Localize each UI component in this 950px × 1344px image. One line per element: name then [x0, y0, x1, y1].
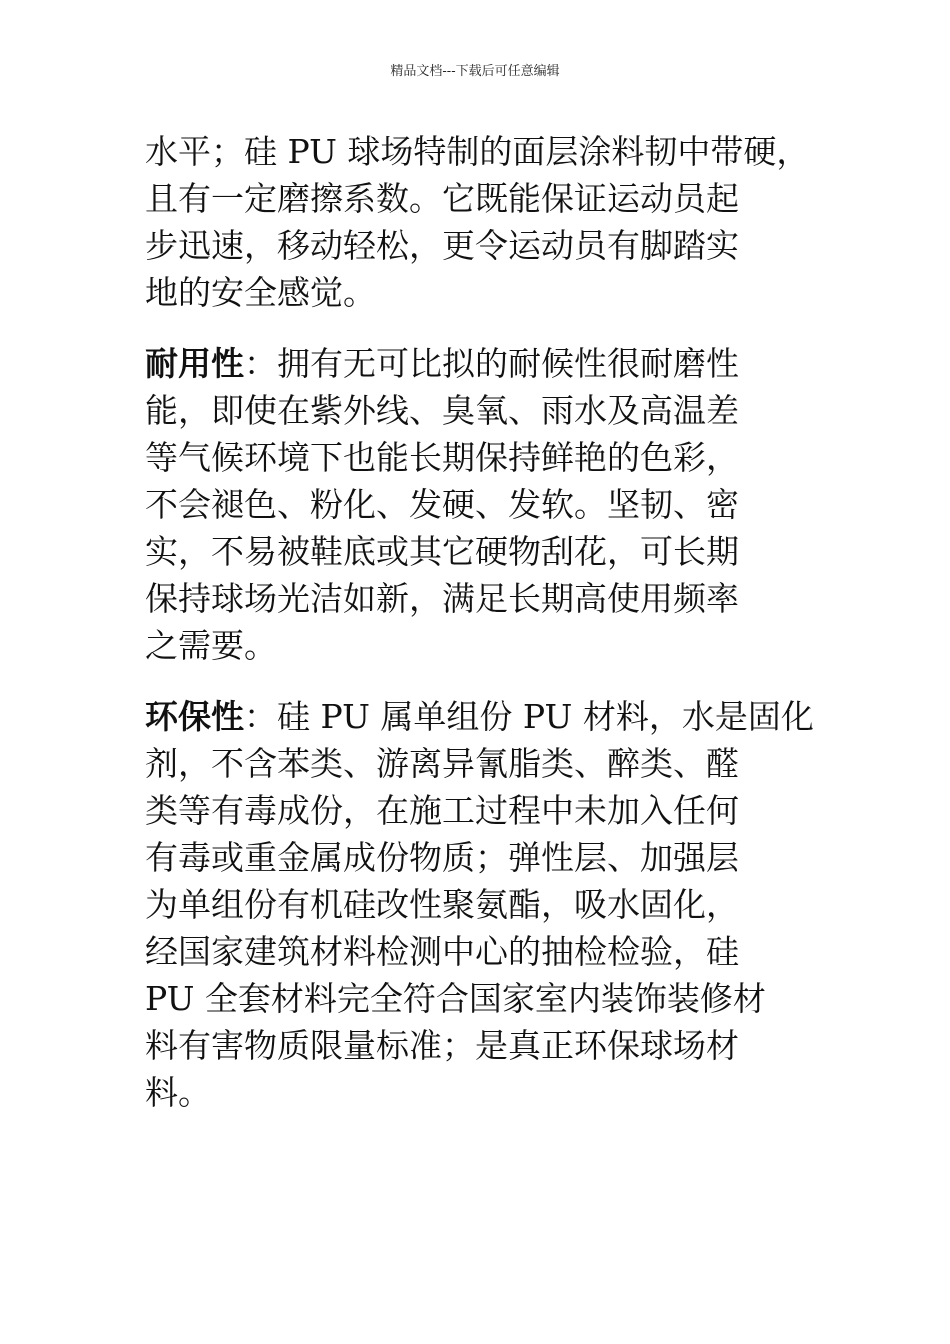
text-line: 实，不易被鞋底或其它硬物刮花，可长期 — [145, 532, 739, 571]
text-line: 为单组份有机硅改性聚氨酯，吸水固化， — [145, 885, 739, 924]
text-line: PU 全套材料完全符合国家室内装饰装修材 — [145, 979, 766, 1018]
paragraph-eco — [145, 693, 835, 1116]
eco-heading: 环保性 — [145, 697, 244, 736]
text-line: 地的安全感觉。 — [145, 273, 376, 312]
document-body — [145, 128, 835, 1116]
text-segment: ：硅 PU 属单组份 PU 材料，水是固化 — [244, 697, 814, 736]
text-line: 料。 — [145, 1073, 211, 1112]
text-line: 保持球场光洁如新，满足长期高使用频率 — [145, 579, 739, 618]
text-segment: ：拥有无可比拟的耐候性很耐磨性 — [244, 344, 739, 383]
page-header: 精品文档---下载后可任意编辑 — [390, 64, 560, 79]
paragraph-surface — [145, 128, 835, 316]
text-line — [145, 340, 835, 387]
text-line: 之需要。 — [145, 626, 277, 665]
text-line: 料有害物质限量标准；是真正环保球场材 — [145, 1026, 739, 1065]
text-line: 经国家建筑材料检测中心的抽检检验，硅 — [145, 932, 739, 971]
durability-heading: 耐用性 — [145, 344, 244, 383]
text-line: 能，即使在紫外线、臭氧、雨水及高温差 — [145, 391, 739, 430]
text-line: 且有一定磨擦系数。它既能保证运动员起 — [145, 179, 739, 218]
text-line: 有毒或重金属成份物质；弹性层、加强层 — [145, 838, 739, 877]
text-line: 水平；硅 PU 球场特制的面层涂料韧中带硬， — [145, 132, 810, 171]
text-line: 剂，不含苯类、游离异氰脂类、醉类、醛 — [145, 744, 739, 783]
text-line: 类等有毒成份，在施工过程中未加入任何 — [145, 791, 739, 830]
text-line: 等气候环境下也能长期保持鲜艳的色彩， — [145, 438, 739, 477]
text-line: 步迅速，移动轻松，更令运动员有脚踏实 — [145, 226, 739, 265]
text-line — [145, 693, 835, 740]
text-line: 不会褪色、粉化、发硬、发软。坚韧、密 — [145, 485, 739, 524]
paragraph-durability — [145, 340, 835, 669]
